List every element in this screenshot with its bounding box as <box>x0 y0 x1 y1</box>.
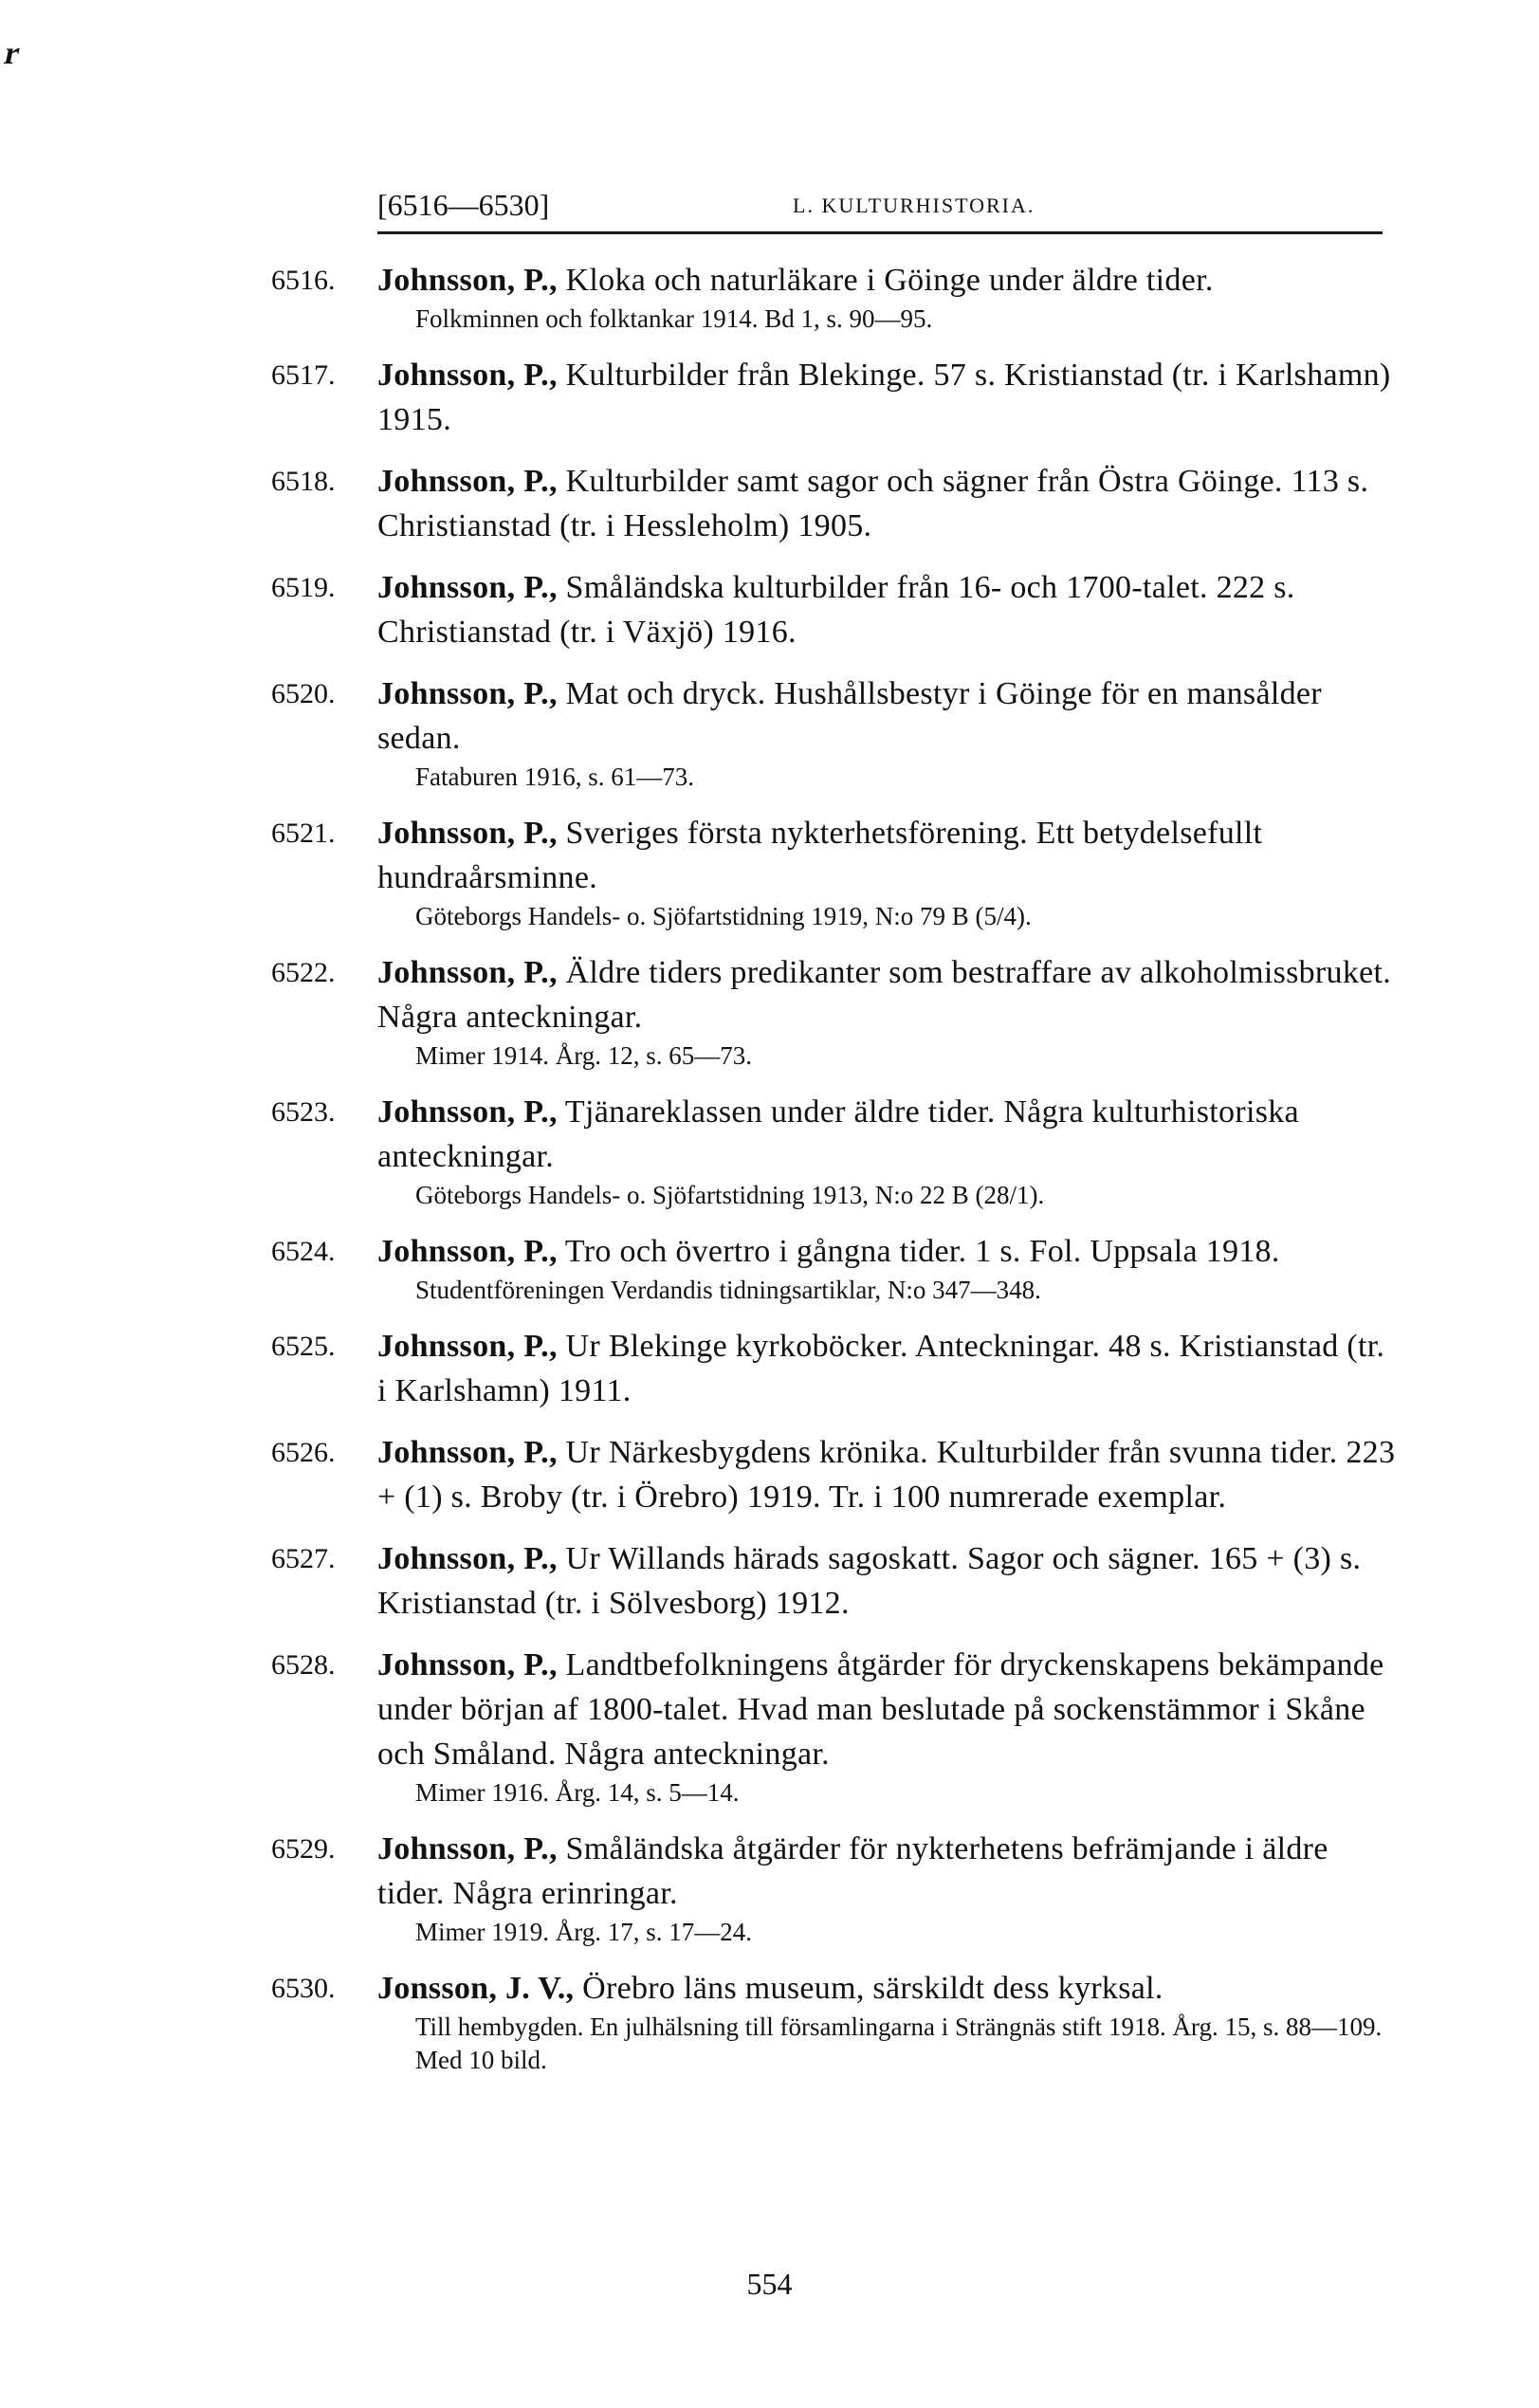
page-number: 554 <box>746 2267 793 2301</box>
entry-number: 6526. <box>271 1437 336 1468</box>
entry-6527 <box>271 1536 1400 1626</box>
entry-title: Tro och övertro i gångna tider. 1 s. Fol. Uppsala 1918. <box>557 1234 1280 1269</box>
entry-main <box>377 353 1400 442</box>
entry-author: Johnsson, P., <box>377 358 558 393</box>
entry-source: Göteborgs Handels- o. Sjöfartstidning 1913, N:o 22 B (28/1). <box>415 1181 1045 1209</box>
corner-mark: r <box>1 36 24 71</box>
entry-main <box>377 1966 1400 2011</box>
entry-author: Johnsson, P., <box>377 676 558 711</box>
entry-main <box>377 1430 1400 1519</box>
entry-number: 6530. <box>271 1973 336 2004</box>
entry-source: Mimer 1914. Årg. 12, s. 65—73. <box>415 1041 752 1070</box>
entry-main <box>377 1229 1400 1274</box>
entry-title: Äldre tiders predikanter som bestraffare av alkoholmissbruket. Några anteckningar. <box>377 955 1392 1035</box>
entry-main <box>377 1090 1400 1179</box>
entry-author: Johnsson, P., <box>377 1541 558 1576</box>
entry-number: 6519. <box>271 572 336 603</box>
entry-source: Mimer 1916. Årg. 14, s. 5—14. <box>415 1778 740 1807</box>
entry-author: Johnsson, P., <box>377 263 558 298</box>
entry-title: Sveriges första nykterhetsförening. Ett betydelsefullt hundraårsminne. <box>377 816 1263 895</box>
entry-main <box>377 565 1400 654</box>
entry-6520 <box>271 671 1400 794</box>
entry-6526 <box>271 1430 1400 1519</box>
entry-6528 <box>271 1643 1400 1810</box>
entry-author: Johnsson, P., <box>377 570 558 605</box>
entry-title: Småländska kulturbilder från 16- och 1700-talet. 222 s. Christianstad (tr. i Växjö) 1916. <box>377 570 1295 650</box>
section-title: L. KULTURHISTORIA. <box>793 193 1035 217</box>
entry-number: 6529. <box>271 1833 336 1865</box>
entry-main <box>377 671 1400 761</box>
entry-number: 6524. <box>271 1236 336 1267</box>
entry-number: 6525. <box>271 1331 336 1362</box>
entry-number: 6523. <box>271 1096 336 1128</box>
entry-6521 <box>271 811 1400 933</box>
entry-author: Johnsson, P., <box>377 1234 558 1269</box>
entry-6519 <box>271 565 1400 654</box>
entry-author: Johnsson, P., <box>377 1647 558 1682</box>
entry-6516 <box>271 258 1400 336</box>
entry-main <box>377 1324 1400 1413</box>
entry-source: Fataburen 1916, s. 61—73. <box>415 763 694 791</box>
entry-title: Landtbefolkningens åtgärder för dryckenskapens bekämpande under början af 1800-talet. Hvad man beslutade på sockenstämmor i Skåne och Småland. Några anteckningar. <box>377 1647 1384 1772</box>
entry-main <box>377 1643 1400 1776</box>
entry-title: Kulturbilder samt sagor och sägner från Östra Göinge. 113 s. Christianstad (tr. i Hessleholm) 1905. <box>377 464 1369 543</box>
entry-title: Ur Närkesbygdens krönika. Kulturbilder från svunna tider. 223 + (1) s. Broby (tr. i Örebro) 1919. Tr. i 100 numrerade exemplar. <box>377 1435 1396 1515</box>
page-header <box>377 188 1383 234</box>
entry-author: Jonsson, J. V., <box>377 1971 575 2006</box>
entry-title: Tjänareklassen under äldre tider. Några kulturhistoriska anteckningar. <box>377 1094 1299 1174</box>
entry-main <box>377 950 1400 1039</box>
entry-6525 <box>271 1324 1400 1413</box>
entry-source: Göteborgs Handels- o. Sjöfartstidning 1919, N:o 79 B (5/4). <box>415 902 1032 930</box>
entry-main <box>377 811 1400 900</box>
entry-author: Johnsson, P., <box>377 1831 558 1866</box>
entry-number: 6521. <box>271 818 336 849</box>
entry-range: [6516—6530] <box>377 188 550 222</box>
entry-6529 <box>271 1827 1400 1949</box>
entry-author: Johnsson, P., <box>377 1329 558 1364</box>
entry-title: Ur Willands härads sagoskatt. Sagor och sägner. 165 + (3) s. Kristianstad (tr. i Sölvesborg) 1912. <box>377 1541 1362 1621</box>
entry-source: Studentföreningen Verdandis tidningsartiklar, N:o 347—348. <box>415 1276 1041 1304</box>
entry-number: 6520. <box>271 678 336 709</box>
entry-main <box>377 258 1400 303</box>
entry-main <box>377 459 1400 548</box>
entry-number: 6527. <box>271 1543 336 1574</box>
entry-6524 <box>271 1229 1400 1307</box>
entry-number: 6516. <box>271 265 336 296</box>
entry-author: Johnsson, P., <box>377 464 558 499</box>
entry-number: 6517. <box>271 359 336 391</box>
entry-title: Kloka och naturläkare i Göinge under äldre tider. <box>557 263 1214 298</box>
entry-title: Mat och dryck. Hushållsbestyr i Göinge för en mansålder sedan. <box>377 676 1322 756</box>
entry-6530 <box>271 1966 1400 2077</box>
entry-title: Örebro läns museum, särskildt dess kyrksal. <box>574 1971 1163 2006</box>
entry-source: Till hembygden. En julhälsning till församlingarna i Strängnäs stift 1918. Årg. 15, s. 88—109. Med 10 bild. <box>415 2013 1383 2074</box>
entry-number: 6518. <box>271 466 336 497</box>
entry-source: Mimer 1919. Årg. 17, s. 17—24. <box>415 1918 752 1946</box>
entry-title: Ur Blekinge kyrkoböcker. Anteckningar. 48 s. Kristianstad (tr. i Karlshamn) 1911. <box>377 1329 1385 1408</box>
entry-number: 6522. <box>271 957 336 988</box>
entry-6518 <box>271 459 1400 548</box>
entry-author: Johnsson, P., <box>377 816 558 851</box>
entry-main <box>377 1536 1400 1626</box>
entry-source: Folkminnen och folktankar 1914. Bd 1, s. 90—95. <box>415 304 933 333</box>
entry-author: Johnsson, P., <box>377 1435 558 1470</box>
entry-6523 <box>271 1090 1400 1212</box>
entry-author: Johnsson, P., <box>377 955 558 990</box>
bibliography-list <box>271 258 1400 2094</box>
entry-author: Johnsson, P., <box>377 1094 558 1130</box>
entry-6522 <box>271 950 1400 1073</box>
entry-main <box>377 1827 1400 1916</box>
entry-title: Småländska åtgärder för nykterhetens befrämjande i äldre tider. Några erinringar. <box>377 1831 1328 1911</box>
entry-6517 <box>271 353 1400 442</box>
entry-title: Kulturbilder från Blekinge. 57 s. Kristianstad (tr. i Karlshamn) 1915. <box>377 358 1391 437</box>
entry-number: 6528. <box>271 1649 336 1681</box>
